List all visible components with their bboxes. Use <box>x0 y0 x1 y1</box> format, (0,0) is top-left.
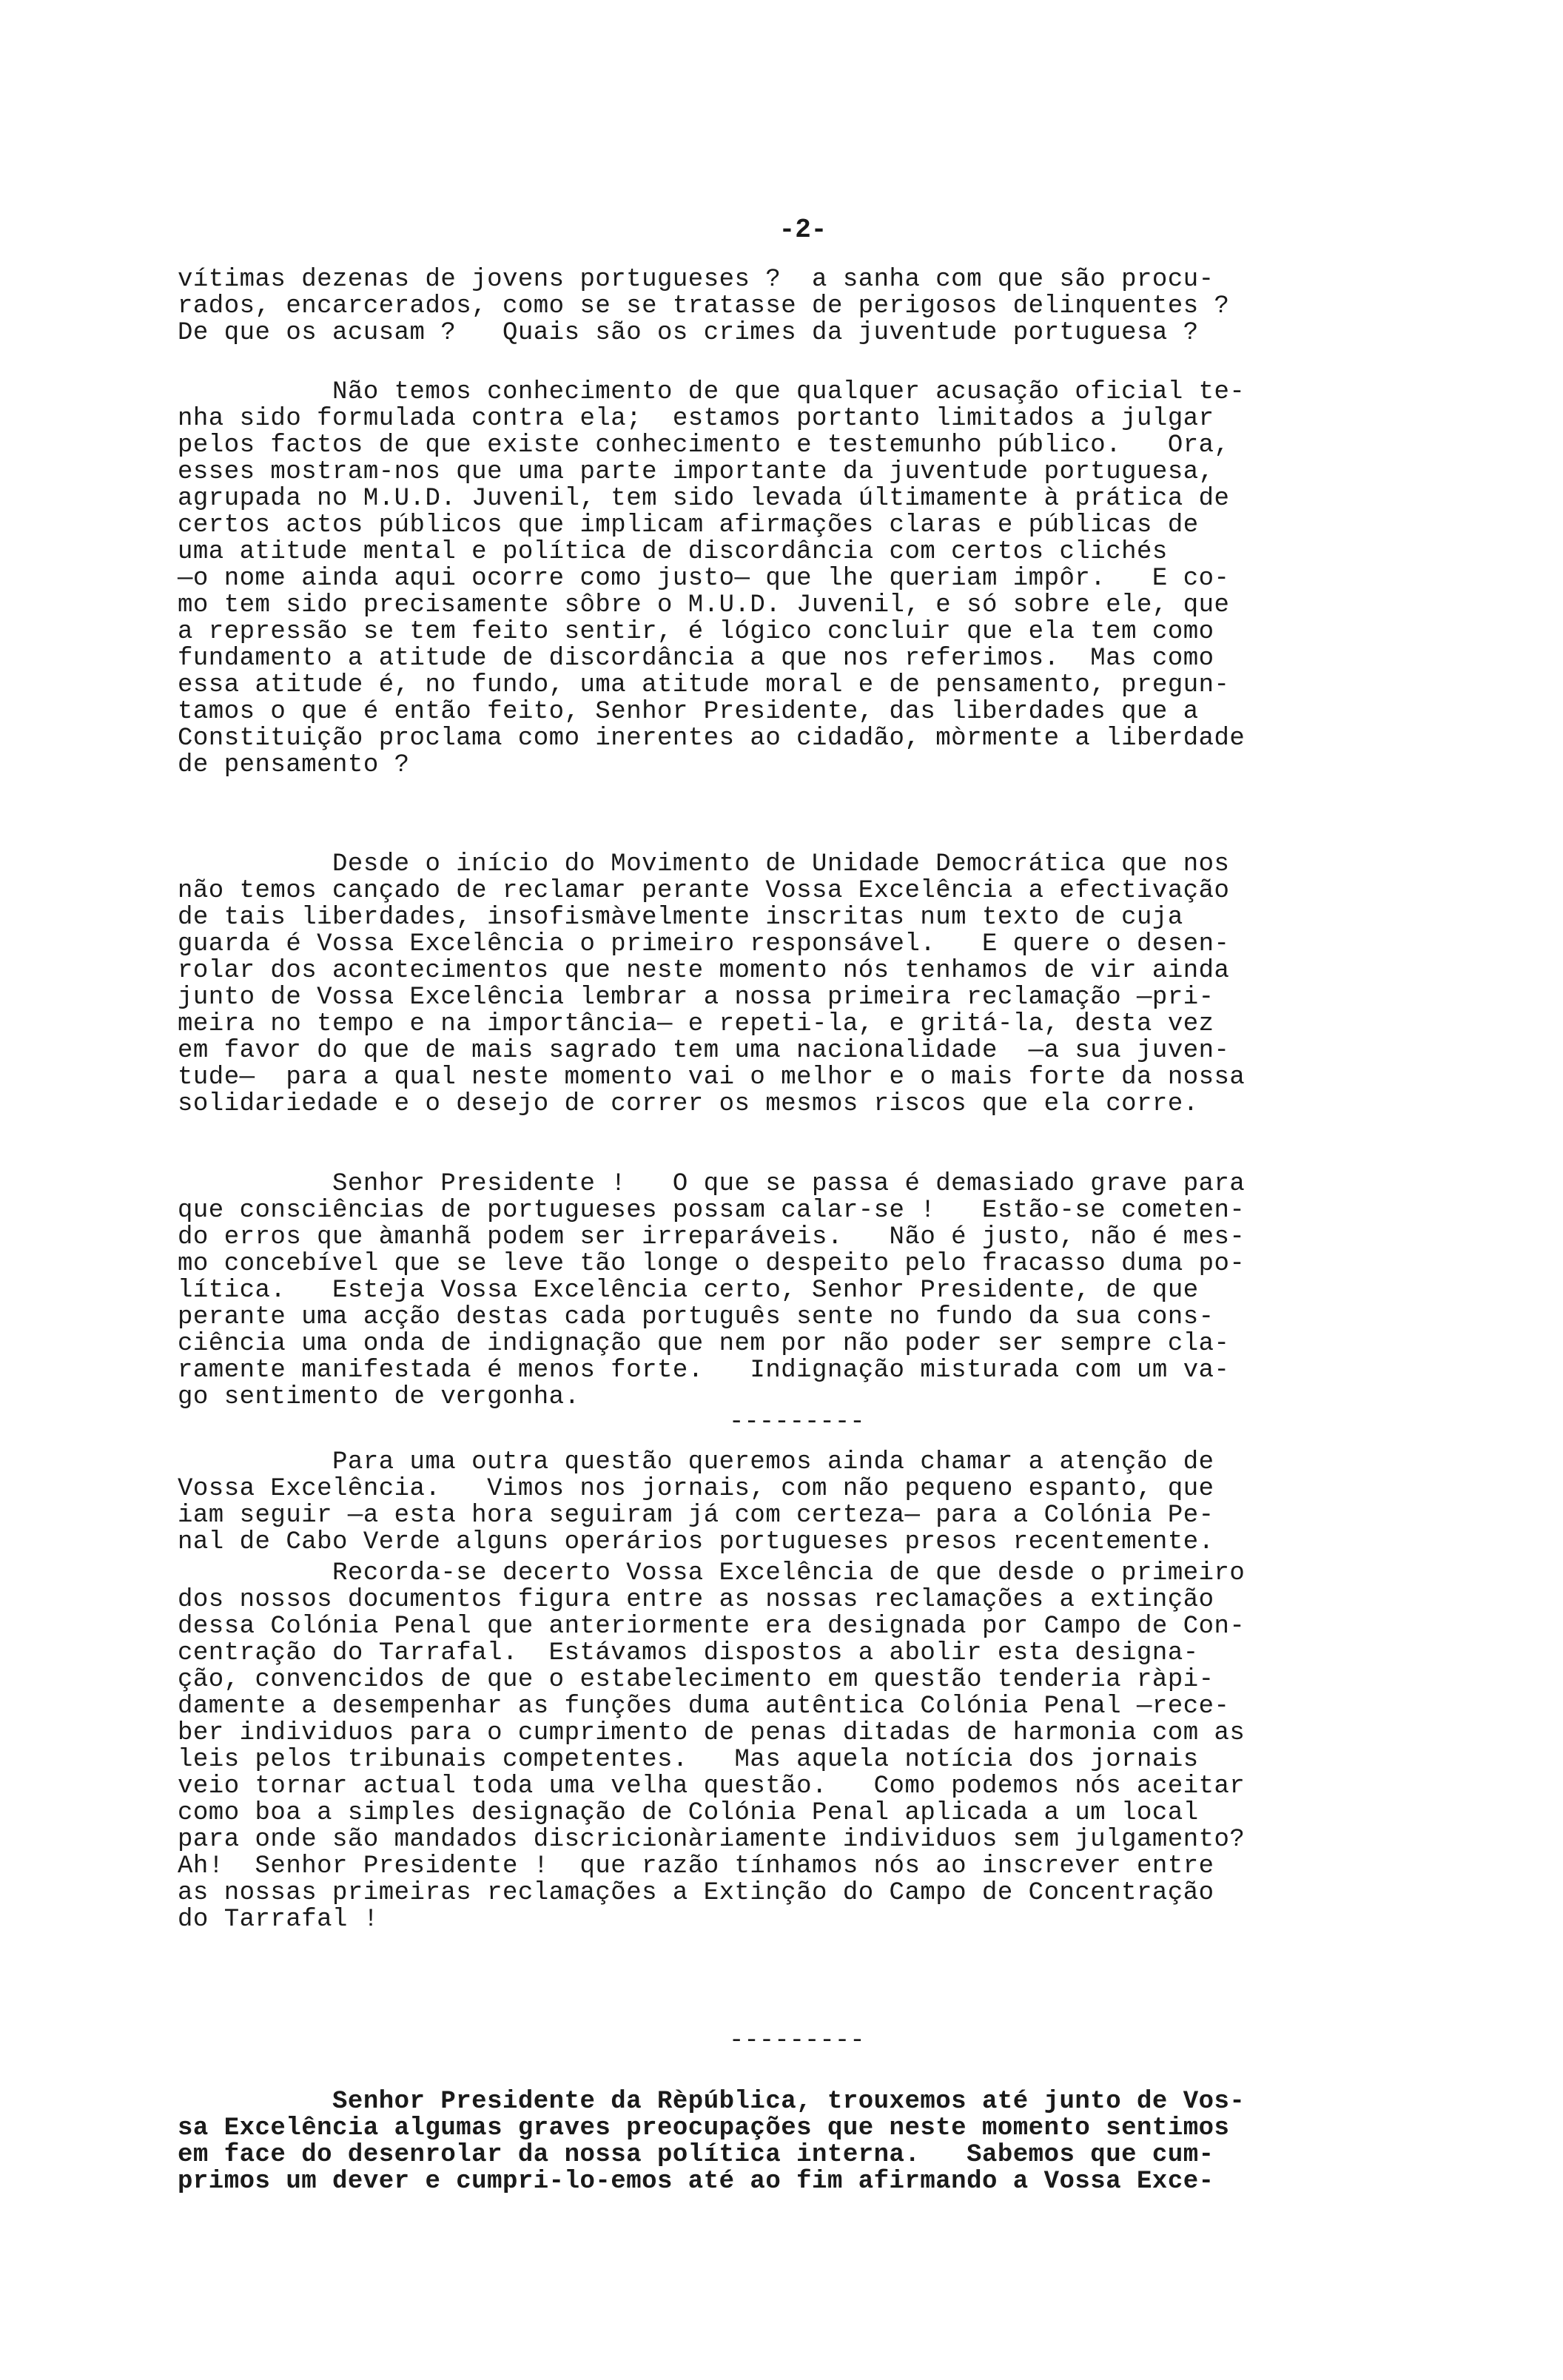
paragraph-1 <box>178 266 1451 346</box>
text-line: pelos factos de que existe conhecimento e testemunho público. Ora, <box>178 431 1230 460</box>
text-line: Desde o início do Movimento de Unidade Democrática que nos <box>178 850 1230 878</box>
text-line: centração do Tarrafal. Estávamos dispostos a abolir esta designa- <box>178 1639 1199 1667</box>
text-line: dessa Colónia Penal que anteriormente era designada por Campo de Con- <box>178 1613 1246 1641</box>
text-line: dos nossos documentos figura entre as nossas reclamações a extinção <box>178 1586 1214 1614</box>
text-line: certos actos públicos que implicam afirmações claras e públicas de <box>178 511 1199 539</box>
paragraph-2 <box>178 379 1451 779</box>
text-line: veio tornar actual toda uma velha questão. Como podemos nós aceitar <box>178 1772 1246 1801</box>
paragraph-4 <box>178 1171 1451 1411</box>
text-line: fundamento a atitude de discordância a que nos referimos. Mas como <box>178 645 1214 673</box>
text-line: go sentimento de vergonha. <box>178 1383 580 1411</box>
text-line: lítica. Esteja Vossa Excelência certo, Senhor Presidente, de que <box>178 1277 1199 1305</box>
text-line: agrupada no M.U.D. Juvenil, tem sido levada últimamente à prática de <box>178 485 1230 513</box>
text-line: do Tarrafal ! <box>178 1906 379 1934</box>
text-line: De que os acusam ? Quais são os crimes da juventude portuguesa ? <box>178 319 1199 347</box>
text-line: não temos cançado de reclamar perante Vossa Excelência a efectivação <box>178 877 1230 905</box>
text-line: que consciências de portugueses possam calar-se ! Estão-se cometen- <box>178 1197 1246 1225</box>
text-line: Para uma outra questão queremos ainda chamar a atenção de <box>178 1448 1214 1476</box>
text-line: a repressão se tem feito sentir, é lógico concluir que ela tem como <box>178 618 1214 646</box>
text-line: junto de Vossa Excelência lembrar a nossa primeira reclamação —pri- <box>178 984 1214 1012</box>
text-line: —o nome ainda aqui ocorre como justo— que lhe queriam impôr. E co- <box>178 565 1230 593</box>
text-line: Senhor Presidente da Rèpública, trouxemos até junto de Vos- <box>178 2088 1246 2116</box>
text-line: ber individuos para o cumprimento de penas ditadas de harmonia com as <box>178 1719 1246 1747</box>
text-line: de pensamento ? <box>178 751 410 779</box>
text-line: mo concebível que se leve tão longe o despeito pelo fracasso duma po- <box>178 1250 1246 1278</box>
text-line: ção, convencidos de que o estabelecimento em questão tenderia ràpi- <box>178 1666 1214 1694</box>
text-line: Ah! Senhor Presidente ! que razão tínhamos nós ao inscrever entre <box>178 1852 1214 1880</box>
page-number: -2- <box>779 215 827 245</box>
text-line: Senhor Presidente ! O que se passa é demasiado grave para <box>178 1170 1246 1198</box>
text-line: Recorda-se decerto Vossa Excelência de que desde o primeiro <box>178 1559 1246 1587</box>
text-line: do erros que àmanhã podem ser irreparáveis. Não é justo, não é mes- <box>178 1223 1246 1251</box>
text-line: rolar dos acontecimentos que neste momento nós tenhamos de vir ainda <box>178 957 1230 985</box>
text-line: damente a desempenhar as funções duma autêntica Colónia Penal —rece- <box>178 1692 1230 1721</box>
text-line: Vossa Excelência. Vimos nos jornais, com não pequeno espanto, que <box>178 1475 1214 1503</box>
text-line: Constituição proclama como inerentes ao cidadão, mòrmente a liberdade <box>178 725 1246 753</box>
text-line: sa Excelência algumas graves preocupações que neste momento sentimos <box>178 2114 1230 2142</box>
text-line: tude— para a qual neste momento vai o melhor e o mais forte da nossa <box>178 1063 1246 1092</box>
text-line: iam seguir —a esta hora seguiram já com certeza— para a Colónia Pe- <box>178 1502 1214 1530</box>
text-line: para onde são mandados discricionàriamente individuos sem julgamento? <box>178 1826 1246 1854</box>
text-line: as nossas primeiras reclamações a Extinção do Campo de Concentração <box>178 1879 1214 1907</box>
paragraph-5 <box>178 1449 1451 1556</box>
text-line: rados, encarcerados, como se se tratasse de perigosos delinquentes ? <box>178 292 1230 320</box>
paragraph-7 <box>178 2088 1451 2195</box>
text-line: em face do desenrolar da nossa política interna. Sabemos que cum- <box>178 2141 1214 2169</box>
text-line: ciência uma onda de indignação que nem por não poder ser sempre cla- <box>178 1330 1230 1358</box>
text-line: mo tem sido precisamente sôbre o M.U.D. Juvenil, e só sobre ele, que <box>178 591 1230 619</box>
text-line: de tais liberdades, insofismàvelmente inscritas num texto de cuja <box>178 904 1183 932</box>
section-separator: --------- <box>729 1408 865 1436</box>
text-line: uma atitude mental e política de discordância com certos clichés <box>178 538 1168 566</box>
text-line: em favor do que de mais sagrado tem uma nacionalidade —a sua juven- <box>178 1037 1230 1065</box>
text-line: meira no tempo e na importância— e repeti-la, e gritá-la, desta vez <box>178 1010 1214 1038</box>
text-line: esses mostram-nos que uma parte importante da juventude portuguesa, <box>178 458 1214 486</box>
text-line: perante uma acção destas cada português sente no fundo da sua cons- <box>178 1303 1214 1331</box>
section-separator: --------- <box>729 2027 865 2055</box>
text-line: nha sido formulada contra ela; estamos portanto limitados a julgar <box>178 405 1214 433</box>
text-line: como boa a simples designação de Colónia Penal aplicada a um local <box>178 1799 1199 1827</box>
paragraph-3 <box>178 851 1451 1117</box>
text-line: tamos o que é então feito, Senhor Presidente, das liberdades que a <box>178 698 1199 726</box>
text-line: guarda é Vossa Excelência o primeiro responsável. E quere o desen- <box>178 930 1230 958</box>
text-line: Não temos conhecimento de que qualquer acusação oficial te- <box>178 378 1246 406</box>
text-line: ramente manifestada é menos forte. Indignação misturada com um va- <box>178 1357 1230 1385</box>
text-line: vítimas dezenas de jovens portugueses ? a sanha com que são procu- <box>178 266 1214 294</box>
paragraph-6 <box>178 1560 1451 1933</box>
text-line: solidariedade e o desejo de correr os mesmos riscos que ela corre. <box>178 1090 1199 1118</box>
text-line: nal de Cabo Verde alguns operários portugueses presos recentemente. <box>178 1528 1214 1556</box>
text-line: primos um dever e cumpri-lo-emos até ao fim afirmando a Vossa Exce- <box>178 2168 1214 2196</box>
text-line: essa atitude é, no fundo, uma atitude moral e de pensamento, pregun- <box>178 671 1230 699</box>
text-line: leis pelos tribunais competentes. Mas aquela notícia dos jornais <box>178 1746 1199 1774</box>
